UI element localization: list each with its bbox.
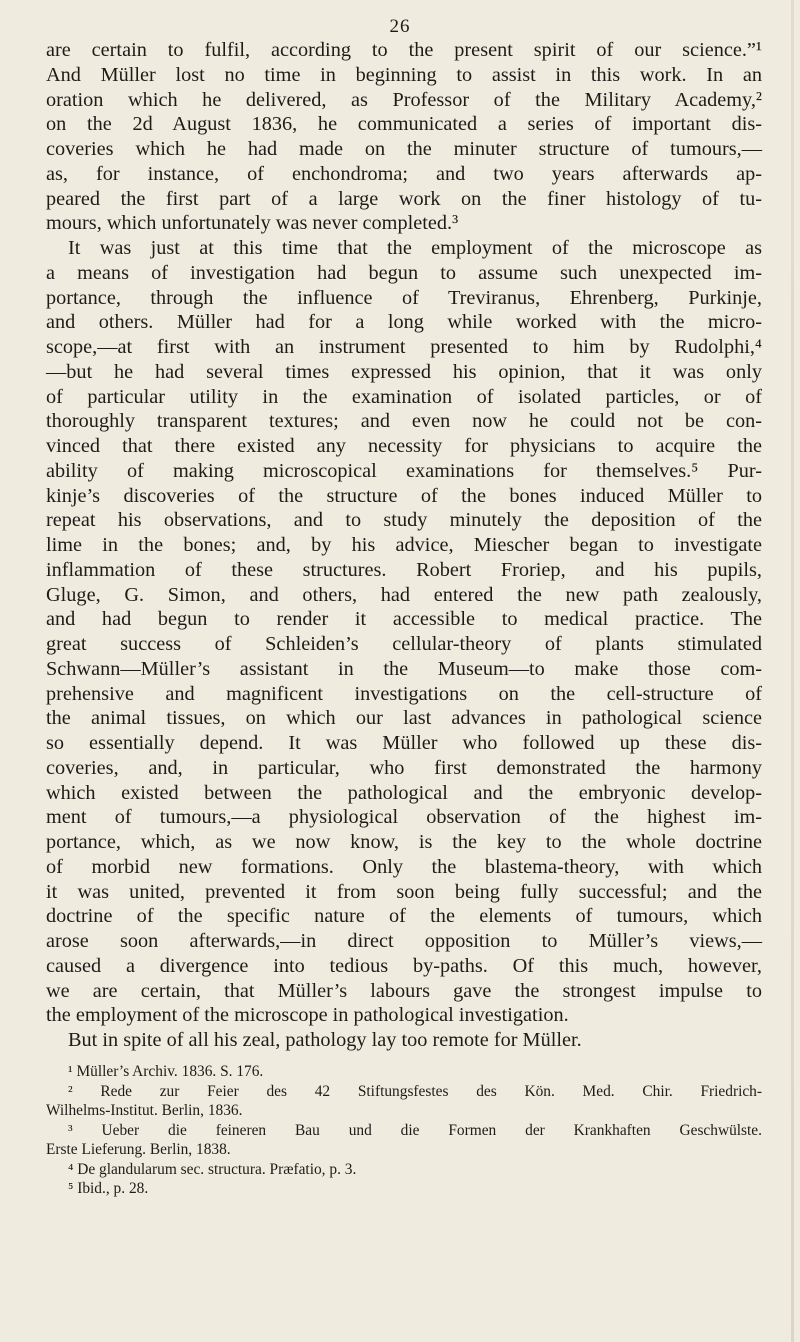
page-number: 26 [389, 16, 411, 37]
text-line: peared the first part of a large work on the finer histology of tu- [46, 187, 762, 210]
text-line: inflammation of these structures. Robert Froriep, and his pupils, [46, 558, 762, 581]
page-edge [791, 0, 794, 1342]
text-line: scope,—at first with an instrument presented to him by Rudolphi,⁴ [46, 336, 762, 358]
footnote: ⁵ Ibid., p. 28. [68, 1180, 149, 1197]
text-line: a means of investigation had begun to assume such unexpected im- [46, 261, 762, 284]
text-line: It was just at this time that the employment of the microscope as [68, 237, 762, 259]
text-line: and had begun to render it accessible to medical practice. The [46, 608, 762, 631]
text-line: portance, through the influence of Treviranus, Ehrenberg, Purkinje, [46, 286, 762, 309]
text-line: mours, which unfortunately was never completed.³ [46, 212, 459, 235]
footnote: ⁴ De glandularum sec. structura. Præfatio, p. 3. [68, 1160, 357, 1178]
footnotes [46, 1062, 762, 1199]
text-line: prehensive and magnificent investigations on the cell-structure of [46, 682, 762, 705]
text-line: ability of making microscopical examinations for themselves.⁵ Pur- [46, 459, 762, 482]
footnote: ² Rede zur Feier des 42 Stiftungsfestes des Kön. Med. Chir. Friedrich- [68, 1082, 762, 1100]
text-line: which existed between the pathological and the embryonic develop- [46, 781, 762, 804]
text-line: kinje’s discoveries of the structure of the bones induced Müller to [46, 484, 762, 507]
text-line: lime in the bones; and, by his advice, Miescher began to investigate [46, 534, 762, 556]
text-line: arose soon afterwards,—in direct opposition to Müller’s views,— [46, 930, 762, 952]
text-line: great success of Schleiden’s cellular-theory of plants stimulated [46, 633, 762, 655]
footnote: Erste Lieferung. Berlin, 1838. [46, 1141, 231, 1158]
footnote: ¹ Müller’s Archiv. 1836. S. 176. [68, 1063, 264, 1080]
footnote: ³ Ueber die feineren Bau und die Formen der Krankhaften Geschwülste. [68, 1121, 762, 1139]
text-line: are certain to fulfil, according to the present spirit of our science.”¹ [46, 39, 762, 61]
text-line: coveries, and, in particular, who first demonstrated the harmony [46, 756, 762, 779]
text-line: thoroughly transparent textures; and even now he could not be con- [46, 410, 762, 433]
main-text [46, 38, 762, 1053]
text-line: so essentially depend. It was Müller who followed up these dis- [46, 732, 762, 754]
text-line: caused a divergence into tedious by-paths. Of this much, however, [46, 954, 762, 977]
text-line: —but he had several times expressed his opinion, that it was only [46, 360, 762, 383]
text-line: doctrine of the specific nature of the elements of tumours, which [46, 905, 762, 928]
text-line: ment of tumours,—a physiological observation of the highest im- [46, 806, 762, 829]
text-line: coveries which he had made on the minuter structure of tumours,— [46, 138, 762, 160]
text-line: repeat his observations, and to study minutely the deposition of the [46, 509, 762, 532]
text-line: we are certain, that Müller’s labours gave the strongest impulse to [46, 979, 762, 1002]
text-line: Schwann—Müller’s assistant in the Museum—to make those com- [46, 657, 762, 680]
text-line: But in spite of all his zeal, pathology lay too remote for Müller. [68, 1029, 582, 1051]
text-line: oration which he delivered, as Professor of the Military Academy,² [46, 88, 762, 111]
text-line: portance, which, as we now know, is the key to the whole doctrine [46, 831, 762, 853]
text-line: the employment of the microscope in pathological investigation. [46, 1004, 569, 1027]
text-line: the animal tissues, on which our last advances in pathological science [46, 707, 762, 730]
text-line: of morbid new formations. Only the blastema-theory, with which [46, 855, 762, 878]
text-line: And Müller lost no time in beginning to assist in this work. In an [46, 63, 762, 86]
footnote: Wilhelms-Institut. Berlin, 1836. [46, 1102, 243, 1119]
text-line: vinced that there existed any necessity for physicians to acquire the [46, 435, 762, 457]
text-line: on the 2d August 1836, he communicated a series of important dis- [46, 113, 762, 136]
text-line: it was united, prevented it from soon being fully successful; and the [46, 880, 762, 903]
text-line: and others. Müller had for a long while worked with the micro- [46, 311, 762, 334]
text-line: of particular utility in the examination of isolated particles, or of [46, 385, 762, 408]
text-line: as, for instance, of enchondroma; and two years afterwards ap- [46, 162, 762, 185]
text-line: Gluge, G. Simon, and others, had entered the new path zealously, [46, 583, 762, 606]
